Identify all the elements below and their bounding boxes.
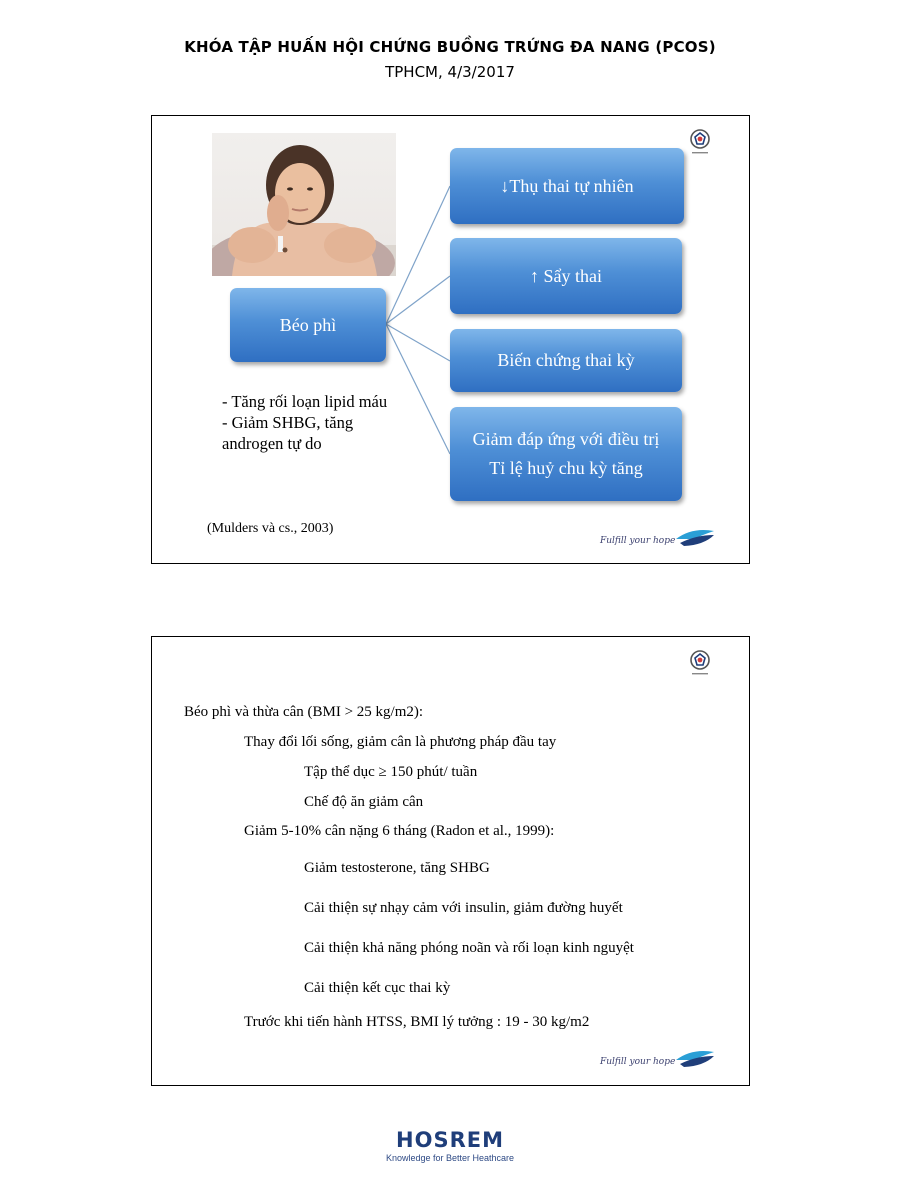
obesity-box bbox=[230, 288, 386, 362]
note-line: - Giảm SHBG, tăng bbox=[222, 413, 354, 432]
hosrem-brand bbox=[0, 1128, 900, 1163]
brand-name: HOSREM bbox=[396, 1128, 504, 1152]
document-subtitle: TPHCM, 4/3/2017 bbox=[385, 63, 515, 81]
slide-footer-text: Fulfill your hope bbox=[600, 1057, 676, 1067]
brand-tagline: Knowledge for Better Heathcare bbox=[385, 1153, 515, 1163]
document-title: KHÓA TẬP HUẤN HỘI CHỨNG BUỒNG TRỨNG ĐA NANG (PCOS) bbox=[184, 38, 716, 56]
outcome-label: Biến chứng thai kỳ bbox=[497, 350, 635, 370]
slide-obesity-effects bbox=[151, 115, 750, 564]
slide2-line: Béo phì và thừa cân (BMI > 25 kg/m2): bbox=[184, 704, 424, 720]
note-line: - Tăng rối loạn lipid máu bbox=[222, 392, 388, 411]
slide2-line: Cải thiện kết cục thai kỳ bbox=[304, 980, 451, 996]
fulfill-hope-logo-icon bbox=[674, 1046, 716, 1070]
outcome-label: Tỉ lệ huỷ chu kỳ tăng bbox=[489, 458, 643, 478]
outcome-label: Giảm đáp ứng với điều trị bbox=[472, 429, 660, 449]
slide-weight-management bbox=[151, 636, 750, 1086]
citation: (Mulders và cs., 2003) bbox=[207, 521, 334, 536]
slide2-line: Cải thiện khả năng phóng noãn và rối loạn kinh nguyệt bbox=[304, 940, 634, 956]
outcome-box-pregnancy-complications bbox=[450, 329, 682, 392]
slide2-line: Cải thiện sự nhạy cảm với insulin, giảm đường huyết bbox=[304, 900, 623, 916]
outcome-box-natural-conception bbox=[450, 148, 684, 224]
outcome-box-miscarriage bbox=[450, 238, 682, 314]
slide2-line: Giảm 5-10% cân nặng 6 tháng (Radon et al., 1999): bbox=[244, 823, 555, 839]
outcome-box-treatment-response bbox=[450, 407, 682, 501]
slide-footer-text: Fulfill your hope bbox=[600, 536, 676, 546]
slide2-line: Chế độ ăn giảm cân bbox=[304, 794, 424, 810]
hospital-logo-icon bbox=[687, 649, 713, 679]
slide2-line: Tập thể dục ≥ 150 phút/ tuần bbox=[304, 764, 478, 780]
outcome-label: ↓Thụ thai tự nhiên bbox=[500, 175, 634, 196]
note-line: androgen tự do bbox=[222, 434, 322, 453]
slide2-line: Giảm testosterone, tăng SHBG bbox=[304, 860, 490, 876]
slide2-line: Trước khi tiến hành HTSS, BMI lý tưởng : 19 - 30 kg/m2 bbox=[244, 1014, 590, 1030]
slide2-line: Thay đổi lối sống, giảm cân là phương pháp đầu tay bbox=[244, 734, 557, 750]
obesity-label: Béo phì bbox=[279, 314, 337, 335]
obesity-notes bbox=[222, 391, 387, 454]
outcome-label: ↑ Sẩy thai bbox=[530, 265, 602, 286]
fulfill-hope-logo-icon bbox=[674, 525, 716, 549]
